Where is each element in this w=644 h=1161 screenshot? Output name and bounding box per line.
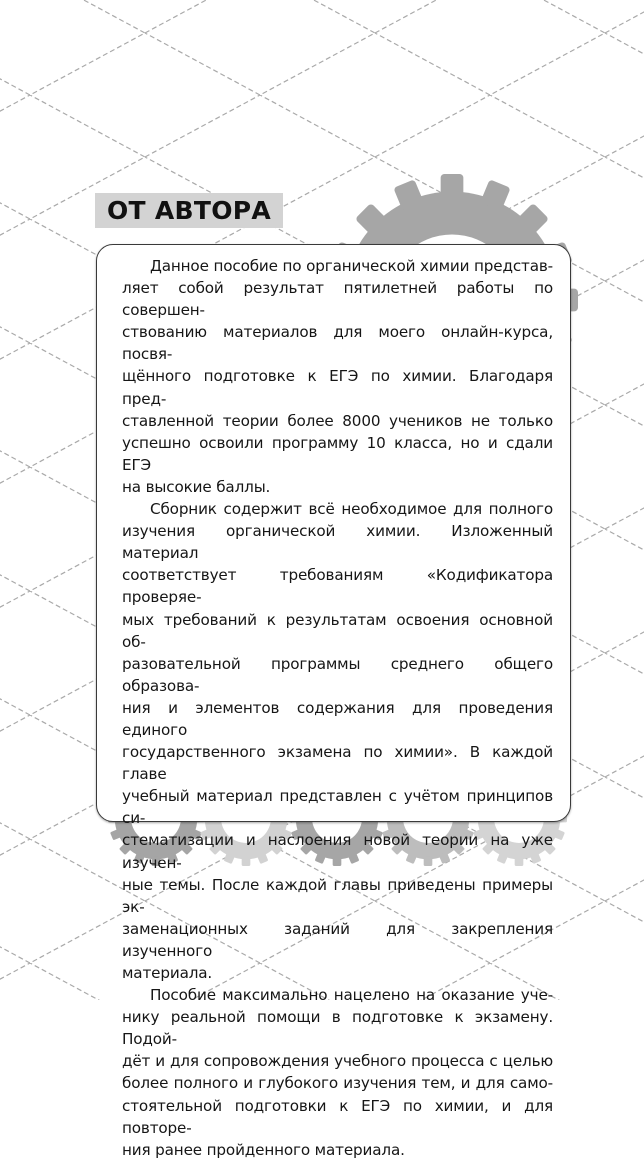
text-line: ляет собой результат пятилетней работы по совершен-	[122, 279, 553, 320]
text-line: мых требований к результатам освоения основной об-	[122, 610, 553, 651]
text-line: ния ранее пройденного материала.	[122, 1140, 405, 1159]
text-line: на высокие баллы.	[122, 477, 271, 496]
paragraph-2	[122, 498, 553, 984]
text-line: ные темы. После каждой главы приведены примеры эк-	[122, 875, 553, 916]
text-line: Сборник содержит всё необходимое для полного	[150, 500, 553, 519]
text-line: дёт и для сопровождения учебного процесса с целью	[122, 1052, 553, 1071]
text-line: нику реальной помощи в подготовке к экзамену. Подой-	[122, 1008, 553, 1049]
text-line: соответствует требованиям «Кодификатора проверяе-	[122, 566, 553, 607]
text-line: успешно освоили программу 10 класса, но и сдали ЕГЭ	[122, 433, 553, 474]
text-line: ставленной теории более 8000 учеников не только	[122, 411, 553, 430]
text-panel	[96, 244, 571, 1159]
text-line: материала.	[122, 964, 213, 982]
text-line: государственного экзамена по химии». В каждой главе	[122, 743, 553, 784]
text-line: заменационных заданий для закрепления изученного	[122, 919, 553, 960]
text-line: ния и элементов содержания для проведения единого	[122, 698, 553, 739]
text-line: разовательной программы среднего общего образова-	[122, 654, 553, 695]
text-line: учебный материал представлен с учётом принципов си-	[122, 787, 553, 828]
text-line: Данное пособие по органической химии представ-	[150, 257, 553, 275]
text-line: ствованию материалов для моего онлайн-курса, посвя-	[122, 323, 553, 364]
heading-text: ОТ АВТОРА	[106, 196, 272, 225]
text-line: стоятельной подготовки к ЕГЭ по химии, и для повторе-	[122, 1096, 553, 1137]
text-line: Пособие максимально нацелено на оказание уче-	[150, 986, 553, 1005]
text-line: более полного и глубокого изучения тем, и для само-	[122, 1074, 553, 1093]
section-heading	[95, 193, 283, 228]
paragraph-3	[122, 984, 553, 1161]
text-line: стематизации и наслоения новой теории на уже изучен-	[122, 831, 553, 872]
text-line: щённого подготовке к ЕГЭ по химии. Благодаря пред-	[122, 367, 553, 408]
paragraph-1	[122, 255, 553, 498]
text-line: изучения органической химии. Изложенный материал	[122, 522, 553, 563]
